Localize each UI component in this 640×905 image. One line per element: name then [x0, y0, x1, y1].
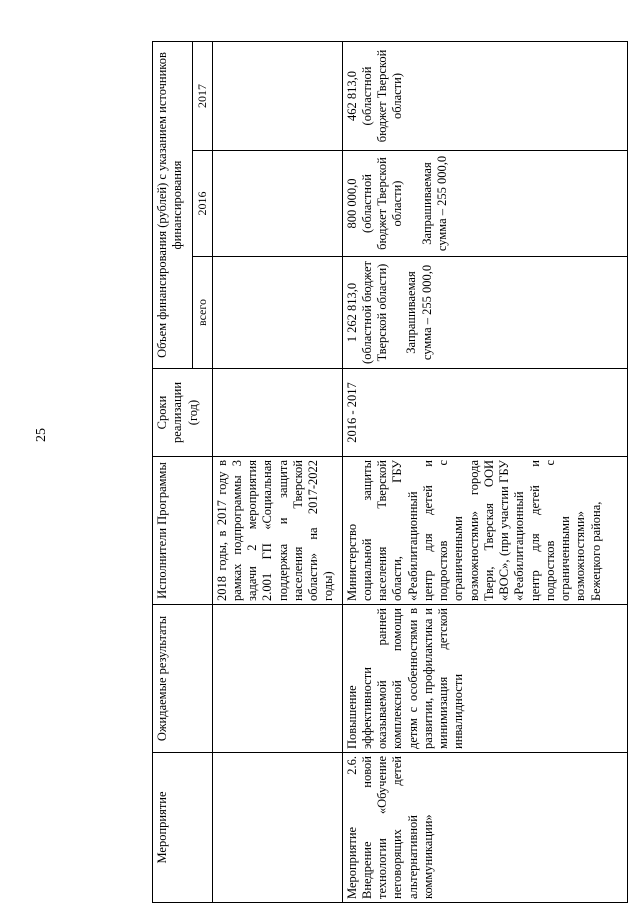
header-2016: 2016 — [193, 151, 213, 257]
header-expected-results: Ожидаемые результаты — [153, 605, 213, 753]
cell-terms-prev — [212, 369, 342, 457]
financing-table — [152, 41, 628, 903]
cell-measure-prev — [212, 753, 342, 903]
cell-2016 — [342, 151, 627, 257]
cell-terms: 2016 - 2017 — [342, 369, 627, 457]
header-terms: Сроки реализации (год) — [153, 369, 213, 457]
table-row — [342, 41, 627, 902]
cell-expected-results: Повышение эффективности оказываемой ранней комплексной помощи детям с особенностями в развитии, профилактика и минимизация детской инвалидности — [342, 605, 627, 753]
requested-2016: Запрашиваемая сумма – 255 000,0 — [419, 155, 449, 252]
header-row — [153, 41, 193, 902]
financing-table-rotated — [152, 42, 628, 903]
cell-2017-prev — [212, 41, 342, 150]
total-requested: Запрашиваемая сумма – 255 000,0 — [404, 264, 434, 361]
header-financing: Объем финансирования (рублей) с указанием источников финансирования — [153, 41, 193, 368]
amount-2016: 800 000,0 (областной бюджет Тверской области) — [344, 157, 405, 250]
cell-results-prev — [212, 605, 342, 753]
cell-total-prev — [212, 257, 342, 369]
cell-executors: Министерство социальной защиты населения Тверской области, ГБУ «Реабилитационный центр для детей и подростков с ограниченными возможностями» города Твери, Тверская ООИ «ВОС», (при участии ГБУ «Реабилитационный центр для детей и подростков с ограниченными возможностями» Бежецкого района, — [342, 457, 627, 605]
total-amount: 1 262 813,0 (областной бюджет Тверской области) — [344, 261, 390, 364]
table-row — [212, 41, 342, 902]
header-total: всего — [193, 257, 213, 369]
header-executors: Исполнители Программы — [153, 457, 213, 605]
cell-executors-prev: 2018 годы, в 2017 году в рамках подпрограммы 3 задачи 2 мероприятия 2.001 ГП «Социальная поддержка и защита населения Тверской области» на 2017-2022 годы) — [212, 457, 342, 605]
cell-measure: Мероприятие 2.6. Внедрение новой технологии «Обучение неговорящих детей альтернативной коммуникации» — [342, 753, 627, 903]
cell-total — [342, 257, 627, 369]
header-2017: 2017 — [193, 41, 213, 150]
header-measure: Мероприятие — [153, 753, 213, 903]
page-number-text: 25 — [34, 428, 49, 442]
amount-2017: 462 813,0 (областной бюджет Тверской области) — [344, 49, 405, 143]
cell-2016-prev — [212, 151, 342, 257]
cell-2017 — [342, 41, 627, 150]
